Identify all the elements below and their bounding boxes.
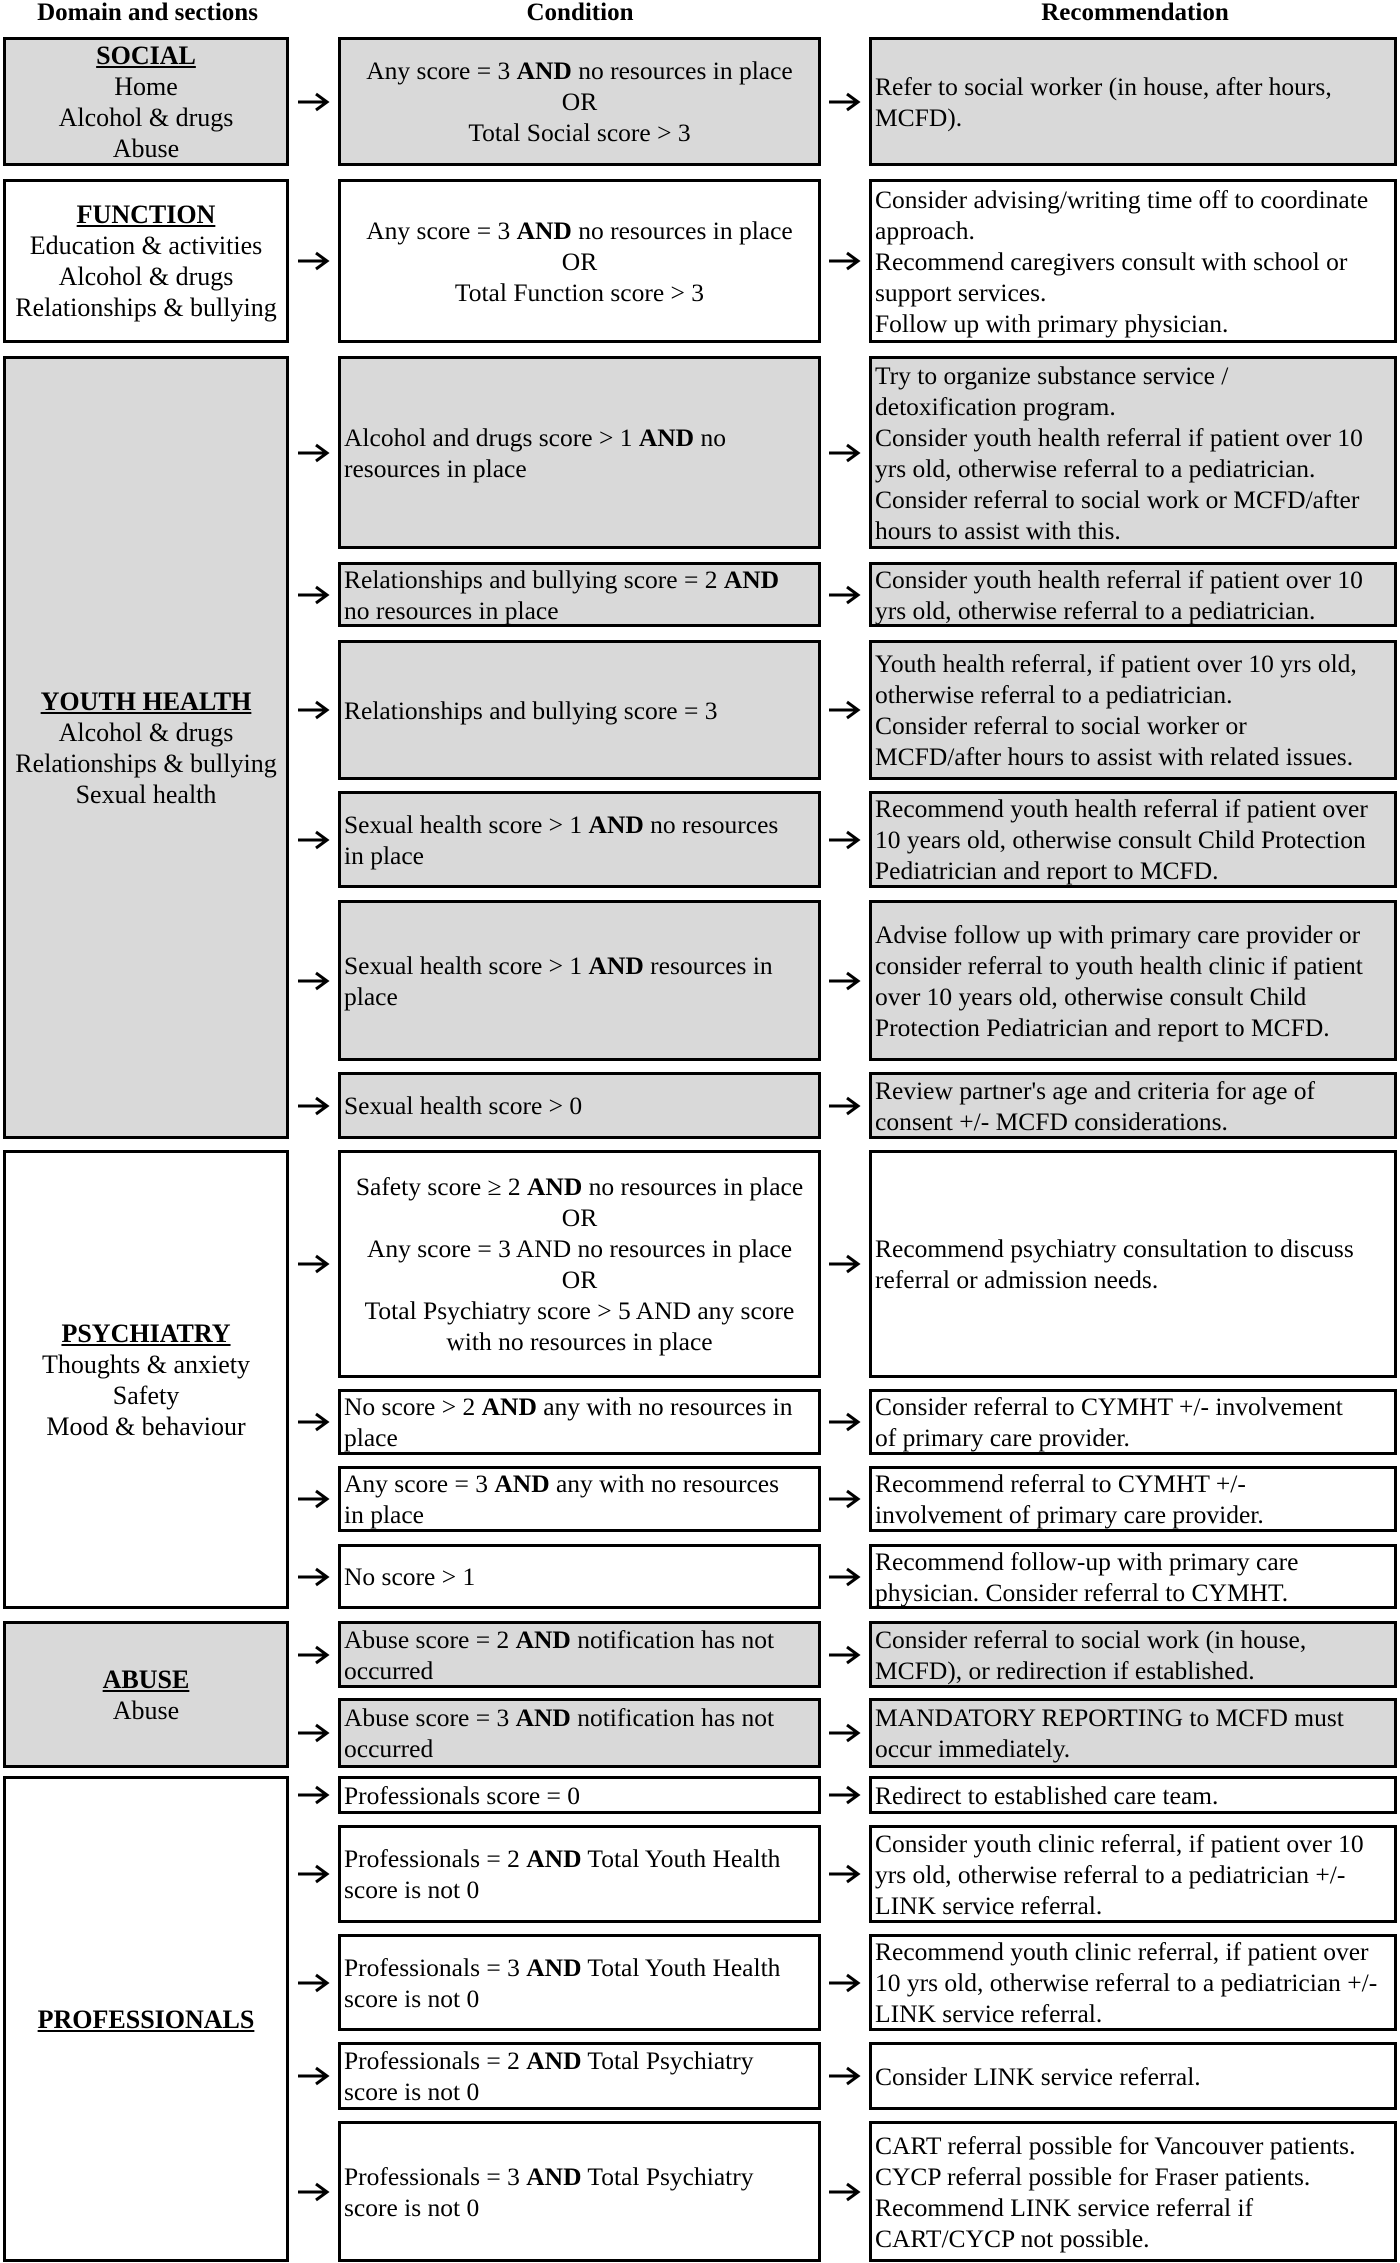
condition-box: [338, 1389, 821, 1455]
recommendation-box: [869, 791, 1397, 888]
recommendation-line: Follow up with primary physician.: [875, 308, 1229, 338]
recommendation-line: Recommend psychiatry consultation to discuss: [875, 1234, 1354, 1263]
arrow-to-recommendation-icon: [827, 970, 861, 992]
recommendation-line: Consider youth health referral if patient over 10: [875, 422, 1363, 452]
and-keyword: AND: [516, 56, 572, 85]
recommendation-line: CYCP referral possible for Fraser patients.: [875, 2161, 1311, 2191]
condition-line: in place: [344, 840, 424, 870]
domain-section: Home: [114, 71, 178, 101]
recommendation-box: [869, 1825, 1397, 1923]
condition-line: OR: [561, 1265, 598, 1294]
recommendation-line: Try to organize substance service /: [875, 360, 1229, 390]
arrow-to-condition-icon: [296, 250, 330, 272]
domain-title: SOCIAL: [96, 40, 196, 70]
condition-line: Sexual health score > 1 AND no resources: [344, 809, 779, 839]
domain-section: Mood & behaviour: [46, 1411, 246, 1441]
recommendation-line: Redirect to established care team.: [875, 1780, 1219, 1810]
domain-box-psychiatry: [3, 1150, 289, 1609]
recommendation-line: Recommend LINK service referral if: [875, 2192, 1254, 2222]
header-condition: Condition: [526, 0, 634, 26]
condition-line: Any score = 3 AND no resources in place: [366, 56, 793, 85]
recommendation-line: support services.: [875, 277, 1047, 307]
arrow-to-condition-icon: [296, 829, 330, 851]
arrow-to-condition-icon: [296, 91, 330, 113]
condition-box: [338, 1825, 821, 1923]
arrow-to-condition-icon: [296, 1863, 330, 1885]
arrow-to-recommendation-icon: [827, 1863, 861, 1885]
recommendation-line: CART/CYCP not possible.: [875, 2223, 1150, 2253]
condition-line: with no resources in place: [446, 1327, 713, 1356]
recommendation-line: Recommend youth clinic referral, if patient over: [875, 1937, 1369, 1966]
recommendation-box: [869, 37, 1397, 166]
recommendation-line: of primary care provider.: [875, 1423, 1130, 1452]
condition-line: score is not 0: [344, 2192, 480, 2222]
arrow-to-recommendation-icon: [827, 1411, 861, 1433]
recommendation-box: [869, 1698, 1397, 1768]
recommendation-line: Review partner's age and criteria for age of: [875, 1075, 1315, 1105]
condition-line: OR: [561, 1203, 598, 1232]
condition-line: Alcohol and drugs score > 1 AND no: [344, 422, 726, 452]
condition-box: [338, 1072, 821, 1139]
arrow-to-condition-icon: [296, 1488, 330, 1510]
recommendation-line: yrs old, otherwise referral to a pediatrician.: [875, 453, 1316, 483]
domain-title: YOUTH HEALTH: [40, 686, 252, 716]
condition-box: [338, 1466, 821, 1532]
domain-title: PSYCHIATRY: [61, 1318, 231, 1348]
and-keyword: AND: [588, 950, 644, 980]
recommendation-line: physician. Consider referral to CYMHT.: [875, 1577, 1289, 1607]
arrow-to-condition-icon: [296, 2181, 330, 2203]
recommendation-box: [869, 900, 1397, 1061]
and-keyword: AND: [526, 2161, 582, 2191]
arrow-to-recommendation-icon: [827, 584, 861, 606]
recommendation-line: MANDATORY REPORTING to MCFD must: [875, 1703, 1344, 1732]
and-keyword: AND: [588, 809, 644, 839]
recommendation-line: MCFD), or redirection if established.: [875, 1655, 1255, 1685]
recommendation-box: [869, 1544, 1397, 1609]
condition-line: Total Social score > 3: [468, 118, 691, 147]
condition-box: [338, 1621, 821, 1688]
domain-title: ABUSE: [102, 1664, 190, 1694]
condition-line: score is not 0: [344, 1875, 480, 1904]
recommendation-box: [869, 1150, 1397, 1378]
arrow-to-recommendation-icon: [827, 1095, 861, 1117]
domain-section: Relationships & bullying: [15, 293, 277, 322]
recommendation-line: MCFD/after hours to assist with related issues.: [875, 742, 1354, 771]
condition-box: [338, 2042, 821, 2110]
condition-box: [338, 1934, 821, 2031]
condition-line: OR: [561, 87, 598, 116]
condition-line: OR: [561, 246, 598, 276]
condition-line: place: [344, 981, 398, 1011]
condition-line: Any score = 3 AND any with no resources: [344, 1469, 780, 1498]
recommendation-box: [869, 356, 1397, 549]
domain-section: Safety: [112, 1380, 180, 1410]
recommendation-line: occur immediately.: [875, 1734, 1071, 1763]
recommendation-line: 10 yrs old, otherwise referral to a pediatrician +/-: [875, 1968, 1378, 1997]
and-keyword: AND: [515, 1703, 571, 1732]
recommendation-line: yrs old, otherwise referral to a pediatrician.: [875, 595, 1316, 625]
condition-box: [338, 791, 821, 888]
condition-box: [338, 356, 821, 549]
condition-line: Professionals = 2 AND Total Psychiatry: [344, 2046, 754, 2075]
arrow-to-condition-icon: [296, 1644, 330, 1666]
domain-section: Relationships & bullying: [15, 748, 277, 778]
condition-line: Abuse score = 3 AND notification has not: [344, 1703, 775, 1732]
arrow-to-recommendation-icon: [827, 1784, 861, 1806]
and-keyword: AND: [526, 2046, 582, 2075]
recommendation-line: Consider youth clinic referral, if patient over 10: [875, 1828, 1364, 1858]
recommendation-box: [869, 1621, 1397, 1688]
recommendation-box: [869, 1466, 1397, 1532]
and-keyword: AND: [526, 1952, 582, 1982]
recommendation-line: Consider referral to social work or MCFD/after: [875, 484, 1360, 514]
condition-box: [338, 2121, 821, 2262]
domain-box-social: [3, 37, 289, 166]
arrow-to-condition-icon: [296, 584, 330, 606]
condition-line: score is not 0: [344, 2077, 480, 2106]
condition-line: Relationships and bullying score = 2 AND: [344, 564, 780, 594]
and-keyword: AND: [515, 1624, 571, 1654]
recommendation-line: hours to assist with this.: [875, 515, 1121, 545]
arrow-to-condition-icon: [296, 442, 330, 464]
recommendation-line: Youth health referral, if patient over 10 yrs old,: [875, 649, 1357, 678]
condition-line: Safety score ≥ 2 AND no resources in place: [355, 1172, 804, 1201]
and-keyword: AND: [723, 564, 780, 594]
recommendation-box: [869, 2042, 1397, 2110]
arrow-to-recommendation-icon: [827, 1644, 861, 1666]
recommendation-box: [869, 1934, 1397, 2031]
recommendation-line: CART referral possible for Vancouver patients.: [875, 2130, 1356, 2160]
arrow-to-condition-icon: [296, 1566, 330, 1588]
domain-box-function: [3, 179, 289, 343]
recommendation-line: Recommend caregivers consult with school or: [875, 246, 1348, 276]
condition-line: score is not 0: [344, 1983, 480, 2013]
condition-line: Any score = 3 AND no resources in place: [366, 1234, 793, 1263]
condition-line: Professionals = 2 AND Total Youth Health: [344, 1844, 781, 1873]
condition-box: [338, 1544, 821, 1609]
recommendation-line: LINK service referral.: [875, 1999, 1103, 2028]
condition-box: [338, 1698, 821, 1768]
condition-line: Sexual health score > 1 AND resources in: [344, 950, 773, 980]
condition-line: in place: [344, 1500, 424, 1529]
domain-section: Thoughts & anxiety: [42, 1349, 250, 1379]
recommendation-line: Consider referral to CYMHT +/- involvement: [875, 1392, 1343, 1421]
arrow-to-condition-icon: [296, 699, 330, 721]
arrow-to-recommendation-icon: [827, 2181, 861, 2203]
arrow-to-condition-icon: [296, 1411, 330, 1433]
condition-line: Total Function score > 3: [454, 277, 705, 307]
recommendation-box: [869, 1072, 1397, 1139]
recommendation-line: Advise follow up with primary care provider or: [875, 919, 1361, 949]
and-keyword: AND: [516, 215, 572, 245]
recommendation-box: [869, 1776, 1397, 1814]
recommendation-line: referral or admission needs.: [875, 1265, 1159, 1294]
recommendation-line: consent +/- MCFD considerations.: [875, 1106, 1228, 1136]
recommendation-line: Recommend referral to CYMHT +/-: [875, 1469, 1246, 1498]
and-keyword: AND: [494, 1469, 550, 1498]
recommendation-line: otherwise referral to a pediatrician.: [875, 680, 1233, 709]
condition-line: No score > 2 AND any with no resources in: [344, 1392, 793, 1421]
domain-section: Alcohol & drugs: [58, 102, 234, 132]
arrow-to-condition-icon: [296, 1253, 330, 1275]
and-keyword: AND: [481, 1392, 537, 1421]
domain-title: PROFESSIONALS: [37, 2004, 255, 2034]
arrow-to-recommendation-icon: [827, 1972, 861, 1994]
arrow-to-condition-icon: [296, 1095, 330, 1117]
domain-box-professionals: [3, 1776, 289, 2262]
domain-box-abuse: [3, 1621, 289, 1768]
header-domain: Domain and sections: [37, 0, 258, 26]
recommendation-line: Consider youth health referral if patient over 10: [875, 564, 1363, 594]
recommendation-line: Protection Pediatrician and report to MCFD.: [875, 1012, 1330, 1042]
condition-line: Professionals = 3 AND Total Psychiatry: [344, 2161, 754, 2191]
arrow-to-condition-icon: [296, 2065, 330, 2087]
recommendation-line: MCFD).: [875, 102, 963, 132]
recommendation-line: Consider referral to social work (in house,: [875, 1624, 1307, 1654]
arrow-to-recommendation-icon: [827, 442, 861, 464]
recommendation-line: Consider advising/writing time off to coordinate: [875, 184, 1369, 214]
recommendation-line: consider referral to youth health clinic if patient: [875, 950, 1363, 980]
condition-line: Total Psychiatry score > 5 AND any score: [364, 1296, 795, 1325]
and-keyword: AND: [526, 1844, 582, 1873]
domain-box-youth-health: [3, 356, 289, 1139]
recommendation-line: approach.: [875, 215, 975, 245]
condition-box: [338, 1776, 821, 1814]
header-recommendation: Recommendation: [1041, 0, 1229, 26]
arrow-to-recommendation-icon: [827, 250, 861, 272]
condition-line: occurred: [344, 1734, 434, 1763]
domain-section: Sexual health: [75, 779, 217, 809]
arrow-to-recommendation-icon: [827, 1566, 861, 1588]
recommendation-box: [869, 179, 1397, 343]
recommendation-line: 10 years old, otherwise consult Child Protection: [875, 825, 1366, 854]
recommendation-line: yrs old, otherwise referral to a pediatrician +/-: [875, 1859, 1346, 1889]
condition-box: [338, 37, 821, 166]
condition-box: [338, 900, 821, 1061]
condition-box: [338, 1150, 821, 1378]
condition-line: No score > 1: [344, 1562, 476, 1591]
arrow-to-condition-icon: [296, 1972, 330, 1994]
arrow-to-recommendation-icon: [827, 1722, 861, 1744]
condition-line: no resources in place: [344, 595, 559, 625]
arrow-to-recommendation-icon: [827, 1253, 861, 1275]
condition-line: Sexual health score > 0: [344, 1091, 583, 1120]
arrow-to-recommendation-icon: [827, 699, 861, 721]
condition-line: place: [344, 1423, 398, 1452]
arrow-to-condition-icon: [296, 970, 330, 992]
condition-line: Relationships and bullying score = 3: [344, 695, 718, 725]
recommendation-line: Consider LINK service referral.: [875, 2061, 1201, 2091]
recommendation-line: Recommend youth health referral if patient over: [875, 794, 1368, 823]
recommendation-box: [869, 562, 1397, 627]
condition-line: Any score = 3 AND no resources in place: [366, 215, 793, 245]
and-keyword: AND: [638, 422, 695, 452]
condition-box: [338, 179, 821, 343]
and-keyword: AND: [527, 1172, 583, 1201]
domain-title: FUNCTION: [76, 200, 216, 229]
domain-section: Abuse: [112, 133, 180, 163]
condition-line: resources in place: [344, 453, 527, 483]
arrow-to-recommendation-icon: [827, 91, 861, 113]
recommendation-line: over 10 years old, otherwise consult Child: [875, 981, 1307, 1011]
condition-line: Professionals = 3 AND Total Youth Health: [344, 1952, 781, 1982]
arrow-to-condition-icon: [296, 1722, 330, 1744]
recommendation-line: Refer to social worker (in house, after hours,: [875, 71, 1332, 101]
domain-section: Education & activities: [29, 231, 263, 260]
recommendation-box: [869, 1389, 1397, 1455]
domain-section: Abuse: [112, 1695, 180, 1725]
arrow-to-recommendation-icon: [827, 2065, 861, 2087]
recommendation-line: involvement of primary care provider.: [875, 1500, 1264, 1529]
recommendation-box: [869, 640, 1397, 780]
recommendation-line: Consider referral to social worker or: [875, 711, 1247, 740]
arrow-to-recommendation-icon: [827, 829, 861, 851]
recommendation-line: Recommend follow-up with primary care: [875, 1546, 1299, 1576]
condition-box: [338, 640, 821, 780]
condition-line: Abuse score = 2 AND notification has not: [344, 1624, 775, 1654]
arrow-to-recommendation-icon: [827, 1488, 861, 1510]
recommendation-box: [869, 2121, 1397, 2262]
domain-section: Alcohol & drugs: [58, 717, 234, 747]
domain-section: Alcohol & drugs: [58, 262, 234, 291]
condition-box: [338, 562, 821, 627]
condition-line: Professionals score = 0: [344, 1780, 581, 1810]
recommendation-line: detoxification program.: [875, 391, 1116, 421]
recommendation-line: Pediatrician and report to MCFD.: [875, 856, 1219, 885]
condition-line: occurred: [344, 1655, 434, 1685]
recommendation-line: LINK service referral.: [875, 1890, 1103, 1920]
arrow-to-condition-icon: [296, 1784, 330, 1806]
